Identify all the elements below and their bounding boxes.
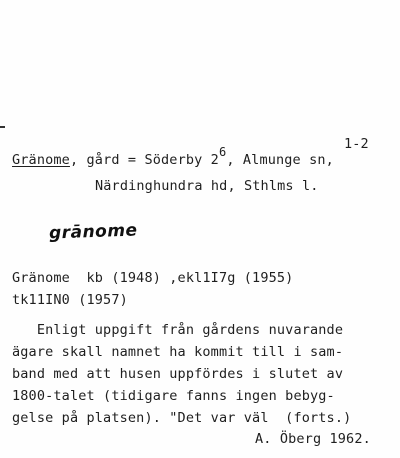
map-ref-line-1: Gränome kb (1948) ,ekl1I7g (1955) [12, 270, 294, 286]
body-line-4: 1800-talet (tidigare fanns ingen bebyg- [12, 388, 335, 404]
heading-text-end: , Almunge sn, [226, 152, 334, 168]
handwritten-name: grānome [48, 220, 138, 244]
heading-superscript: 6 [218, 145, 227, 159]
heading-text: , gård = Söderby 2 [69, 152, 219, 168]
signature: A. Öberg 1962. [255, 431, 371, 447]
card-number: 1-2 [344, 136, 369, 152]
body-line-3: band med att husen uppfördes i slutet av [12, 366, 344, 382]
body-line-5: gelse på platsen). "Det var väl (forts.) [12, 410, 352, 426]
body-line-2: ägare skall namnet ha kommit till i sam- [12, 344, 344, 360]
map-ref-line-2: tk11IN0 (1957) [12, 292, 128, 308]
district-line: Närdinghundra hd, Sthlms l. [95, 178, 319, 194]
card-edge-mark [0, 126, 5, 128]
body-line-1: Enligt uppgift från gårdens nuvarande [12, 322, 344, 338]
place-name: Gränome [12, 152, 70, 168]
heading-line [12, 145, 334, 168]
